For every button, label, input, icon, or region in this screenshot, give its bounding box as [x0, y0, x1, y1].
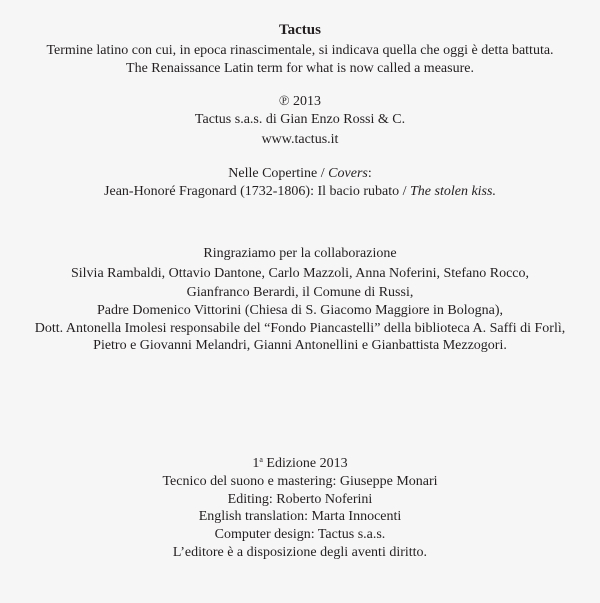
edition-number: 1 [252, 456, 260, 471]
rights-notice: L’editore è a disposizione degli aventi diritto. [172, 545, 428, 560]
edition-superscript: a [259, 455, 263, 464]
acknowledgement-line: Pietro e Giovanni Melandri, Gianni Antonellini e Gianbattista Mezzogori. [93, 338, 507, 353]
edition-text: Edizione 2013 [262, 456, 348, 471]
artwork-italian: Jean-Honoré Fragonard (1732-1806): Il bacio rubato / [104, 184, 410, 199]
covers-label-english: Covers [328, 166, 368, 181]
acknowledgement-line: Gianfranco Berardi, il Comune di Russi, [186, 285, 414, 300]
acknowledgement-line: Padre Domenico Vittorini (Chiesa di S. Giacomo Maggiore in Bologna), [97, 303, 503, 318]
credit-sound-engineer: Tecnico del suono e mastering: Giuseppe Monari [162, 474, 438, 489]
artwork-english: The stolen kiss. [410, 184, 496, 199]
copyright-line: ℗ 2013 [278, 94, 322, 109]
definition-italian: Termine latino con cui, in epoca rinascimentale, si indicava quella che oggi è detta battuta. [46, 43, 554, 58]
page-title: Tactus [279, 22, 321, 38]
edition-line [0, 455, 600, 472]
covers-label [0, 165, 600, 182]
credit-design: Computer design: Tactus s.a.s. [214, 527, 386, 542]
definition-english: The Renaissance Latin term for what is now called a measure. [126, 61, 474, 76]
acknowledgements-heading: Ringraziamo per la collaborazione [203, 246, 397, 261]
covers-label-colon: : [367, 166, 372, 181]
credit-editing: Editing: Roberto Noferini [227, 492, 373, 507]
acknowledgement-line: Silvia Rambaldi, Ottavio Dantone, Carlo Mazzoli, Anna Noferini, Stefano Rocco, [70, 266, 529, 281]
publisher-website: www.tactus.it [261, 132, 339, 147]
credit-translation: English translation: Marta Innocenti [198, 509, 402, 524]
covers-artwork [0, 183, 600, 200]
covers-label-italian: Nelle Copertine / [228, 166, 329, 181]
publisher-name: Tactus s.a.s. di Gian Enzo Rossi & C. [194, 112, 406, 127]
acknowledgement-line: Dott. Antonella Imolesi responsabile del “Fondo Piancastelli” della biblioteca A. Saffi di Forlì, [34, 321, 566, 336]
